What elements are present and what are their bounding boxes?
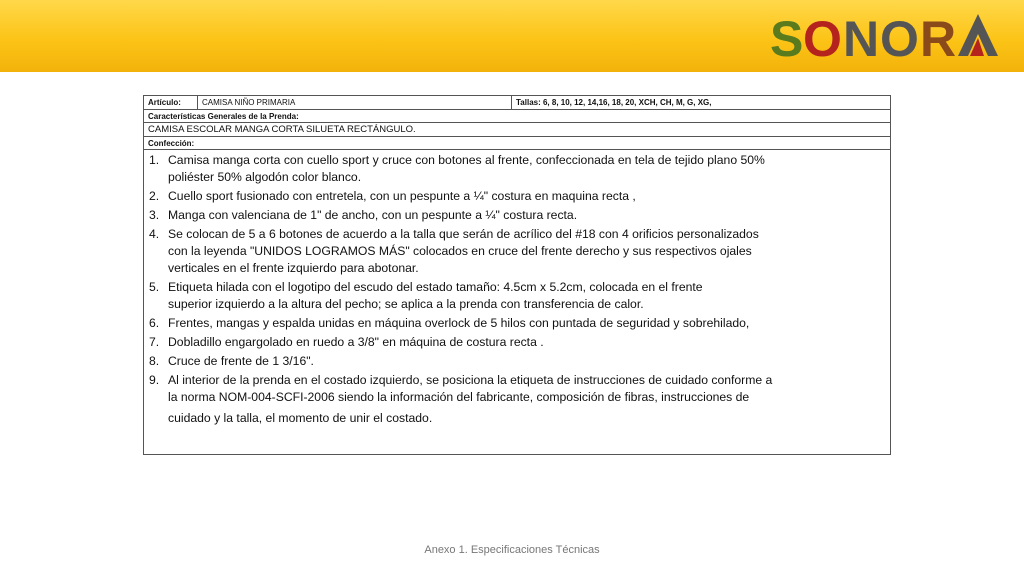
svg-text:R: R [920, 11, 957, 66]
list-item: 8. Cruce de frente de 1 3/16". [149, 354, 314, 368]
list-item: 4. Se colocan de 5 a 6 botones de acuerdo a la talla que serán de acrílico del #18 con 4 orificios personalizados con la leyenda "UNIDOS LOGRAMOS MÁS" colocados en cruce del frente derecho y sus respectivos ojales verticales en el frente izquierdo para abotonar. [149, 227, 759, 275]
header-banner [0, 0, 1024, 72]
list-item: 2. Cuello sport fusionado con entretela, con un pespunte a ¼" costura en maquina recta , [149, 189, 636, 203]
confeccion-label: Confección: [144, 137, 890, 150]
svg-text:N: N [843, 11, 880, 66]
list-item: 9. Al interior de la prenda en el costado izquierdo, se posiciona la etiqueta de instrucciones de cuidado conforme a la norma NOM-004-SCFI-2006 siendo la información del fabricante, composición de fibras, instrucciones de cuidado y la talla, el momento de unir el costado. [149, 373, 773, 425]
caracteristicas-value: CAMISA ESCOLAR MANGA CORTA SILUETA RECTÁNGULO. [144, 123, 890, 137]
list-item: 1. Camisa manga corta con cuello sport y cruce con botones al frente, confeccionada en tela de tejido plano 50% poliéster 50% algodón color blanco. [149, 153, 765, 184]
caracteristicas-label: Características Generales de la Prenda: [144, 110, 890, 123]
svg-text:O: O [880, 11, 919, 66]
spec-table [143, 95, 891, 455]
svg-text:O: O [803, 11, 842, 66]
list-item: 7. Dobladillo engargolado en ruedo a 3/8" en máquina de costura recta . [149, 335, 544, 349]
list-item: 5. Etiqueta hilada con el logotipo del escudo del estado tamaño: 4.5cm x 5.2cm, colocada en el frente superior izquierdo a la altura del pecho; se aplica a la prenda con transferencia de calor. [149, 280, 703, 311]
svg-text:S: S [770, 11, 804, 66]
list-item: 3. Manga con valenciana de 1" de ancho, con un pespunte a ¼" costura recta. [149, 208, 578, 222]
footer-caption: Anexo 1. Especificaciones Técnicas [424, 544, 600, 556]
articulo-row [144, 96, 890, 110]
articulo-label: Artículo: [144, 96, 198, 109]
list-item: 6. Frentes, mangas y espalda unidas en máquina overlock de 5 hilos con puntada de seguridad y sobrehilado, [149, 316, 750, 330]
sonora-logo [770, 8, 1002, 66]
articulo-value: CAMISA NIÑO PRIMARIA [198, 96, 512, 109]
tallas-cell: Tallas: 6, 8, 10, 12, 14,16, 18, 20, XCH, CH, M, G, XG, [516, 98, 712, 107]
confeccion-list [144, 152, 892, 429]
